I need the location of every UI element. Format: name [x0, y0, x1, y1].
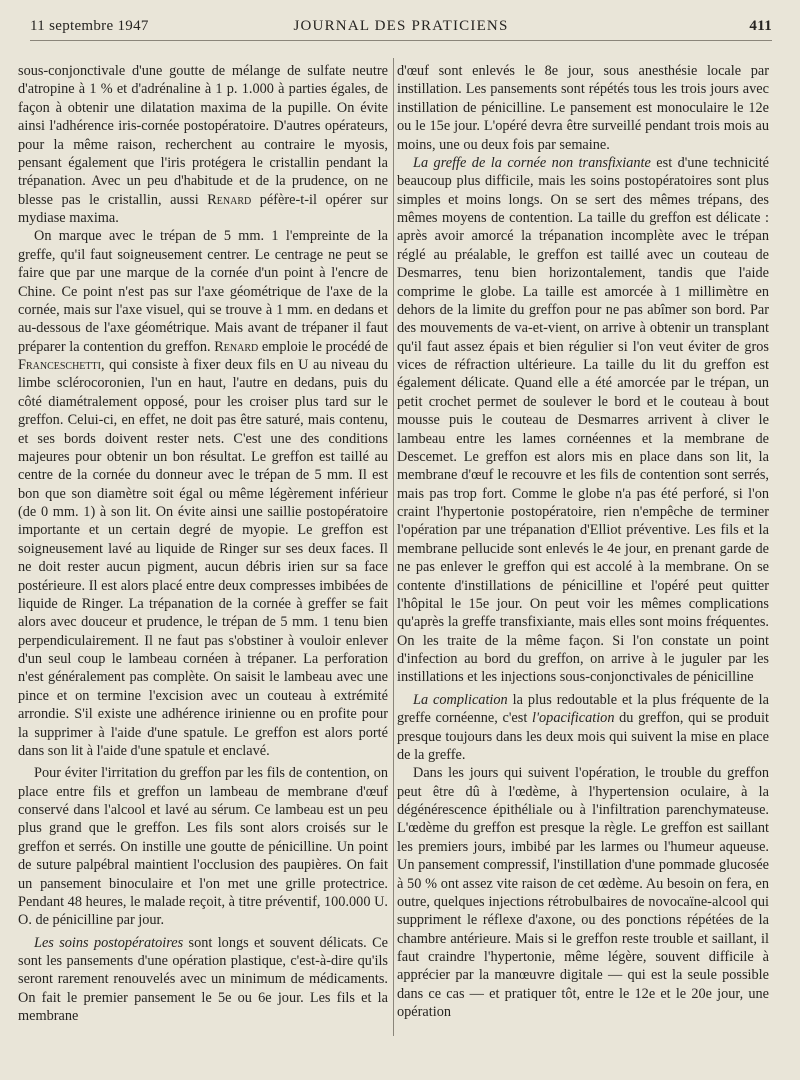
- paragraph-text: d'œuf sont enlevés le 8e jour, sous anesthésie locale par instillation. Les pansements sont répétés tous les trois jours avec instillation de pénicilline. Le pansement est monoculaire le 12e ou le 15e jour. L'opéré devra être surveillé pendant trois mois au moins, une ou deux fois par semaine.: [397, 63, 769, 153]
- right-column: [397, 62, 769, 1037]
- journal-title: JOURNAL DES PRATICIENS: [293, 18, 509, 34]
- paragraph-trepan: [18, 227, 388, 760]
- paragraph-atropine: [18, 62, 388, 227]
- left-column: [18, 62, 388, 1037]
- paragraph-text: emploie le procédé de: [261, 338, 388, 355]
- paragraph-text: sous-conjonctivale d'une goutte de mélange de sulfate neutre d'atropine à 1 % et d'adrénaline à 1 p. 1.000 à parties égales, de façon à obtenir une dilatation maxima de la pupille. On évite ainsi l'adhérence iris-cornée postopératoire. D'autres opérateurs, pour la même raison, recherchent au contraire le myosis, pensant également que l'iris protégera le cristallin pendant la trépanation. Avec un peu d'habitude et de la prudence, on ne blesse pas le cristallin, aussi: [18, 63, 388, 208]
- paragraph-oedeme: [397, 764, 769, 1021]
- paragraph-text: Pour éviter l'irritation du greffon par les fils de contention, on place entre fils et greffon un lambeau de membrane d'œuf conservé dans l'alcool et lavé au sérum. Ce lambeau est un peu plus grand que le greffon. Les fils sont alors croisés sur le greffon et serrés. On instille une goutte de pénicilline. Un point de suture palpébral maintient l'occlusion des paupières. On fait un pansement binoculaire et l'on met une grille protectrice. Pendant 48 heures, le malade reçoit, à titre préventif, 100.000 U. O. de pénicilline par jour.: [18, 765, 388, 929]
- paragraph-complication: [397, 691, 769, 765]
- page-number: 411: [749, 18, 772, 34]
- paragraph-text: péfère-t-il opérer sur mydiase maxima.: [18, 191, 388, 226]
- section-lead: La greffe de la cornée non transfixiante: [413, 154, 651, 171]
- running-header: [30, 14, 772, 41]
- author-name-renard: Renard: [214, 338, 259, 355]
- paragraph-non-transfixiante: [397, 154, 769, 687]
- section-lead: Les soins postopératoires: [34, 934, 184, 951]
- section-lead: La complication: [413, 691, 508, 708]
- paragraph-text: On marque avec le trépan de 5 mm. 1 l'empreinte de la greffe, qu'il faut soigneusement centrer. Le centrage ne peut se faire que par une marque de la cornée d'un point à l'encre de Chine. Ce point n'est pas sur l'axe géométrique de l'axe de la cornée, mais sur l'axe visuel, qui se trouve à 1 mm. en dedans et au-dessous de l'axe géométrique. Mais avant de trépaner il faut préparer la contention du greffon.: [18, 228, 388, 355]
- paragraph-text: sont longs et souvent délicats. Ce sont les pansements d'une opération plastique, c'est-à-dire qu'ils seront rarement renouvelés avec un minimum de médicaments. On fait le premier pansement le 5e ou 6e jour. Les fils et la membrane: [18, 934, 388, 1025]
- emphasis-term: l'opacification: [532, 710, 615, 727]
- paragraph-text: , qui consiste à fixer deux fils en U au niveau du limbe sclérocoronien, l'un en haut, l'autre en dedans, puis du côté diamétralement opposé, pour les croiser plus tard sur le greffon. Celui-ci, en effet, ne doit pas être saturé, mais contenu, et ses bords doivent rester nets. C'est une des conditions majeures pour obtenir un bon résultat. Le greffon est taillé au centre de la cornée du donneur avec le trépan de 5 mm. Il est bon que son diamètre soit égal ou même légèrement inférieur (de 0 mm. 1) à son lit. On évite ainsi une saillie postopératoire importante et un certain degré de myopie. Le greffon est soigneusement lavé au liquide de Ringer sur ses deux faces. Il ne doit rester aucun pigment, aucun débris irien sur sa face postérieure. Il est alors placé entre deux compresses imbibées de liquide de Ringer. La trépanation de la cornée à greffer se fait alors avec douceur et prudence, le trépan de 5 mm. 1 tenu bien perpendiculairement. Il ne faut pas s'obstiner à vouloir enlever d'un seul coup le lambeau cornéen à trépaner. La perforation n'est généralement pas complète. On saisit le lambeau avec une pince et on termine l'excision avec un couteau à extrémité arrondie. S'il existe une adhérence irinienne ou en profite pour la supprimer à l'aide d'une spatule. Le greffon est alors porté dans son lit à l'aide d'une spatule et enclavé.: [18, 357, 388, 759]
- author-name-franceschetti: Franceschetti: [18, 357, 101, 373]
- author-name-renard: Renard: [207, 191, 252, 208]
- paragraph-text: la plus redoutable et la plus fréquente de la greffe cornéenne, c'est: [397, 691, 769, 727]
- paragraph-text: du greffon, qui se produit presque toujours dans les deux mois qui suivent la mise en place de la greffe.: [397, 710, 769, 763]
- column-divider: [393, 58, 394, 1036]
- issue-date: 11 septembre 1947: [30, 18, 149, 34]
- paragraph-postop-care: [18, 934, 388, 1026]
- paragraph-continuation: [397, 62, 769, 154]
- paragraph-contention: [18, 764, 388, 929]
- paragraph-text: Dans les jours qui suivent l'opération, le trouble du greffon peut être dû à l'œdème, à l'hypertension oculaire, à la dégénérescence épithéliale ou à l'infiltration parenchymateuse. L'œdème du greffon est presque la règle. Le greffon est saillant les premiers jours, imbibé par les larmes ou l'humeur aqueuse. Un pansement compressif, l'instillation d'une pommade glucosée à 50 % ont assez vite raison de cet œdème. Au besoin on fera, en outre, quelques injections rétrobulbaires de novocaïne-alcool qui suppriment le réflexe d'axone, ou des ponctions répétées de la chambre antérieure. Mais si le greffon reste trouble et saillant, il faut craindre l'hypertonie, même légère, souvent difficile à apprécier par la manœuvre digitale — qui est la seule possible dans ce cas — et pratiquer tôt, entre le 12e et le 20e jour, une opération: [397, 765, 769, 1021]
- paragraph-text: est d'une technicité beaucoup plus difficile, mais les soins postopératoires sont plus simples et moins longs. On se sert des mêmes trépans, des mêmes moyens de contention. La taille du greffon est délicate : après avoir amorcé la trépanation incomplète avec le trépan réglé au préalable, le greffon est taillé avec un couteau de Desmarres, tenu bien horizontalement, tandis que l'aide comprime le globe. La taille est amorcée à 1 millimètre en dehors de la limite du greffon pour ne pas abîmer son bord. Par des mouvements de va-et-vient, on arrive à obtenir un transplant qu'il faut assez épais et bien régulier si l'on veut éviter de gros vices de réfraction ultérieure. La taille du lit du greffon est également délicate. Quand elle a été amorcée par le trépan, un petit crochet permet de soulever le bord et le couteau à bout mousse puis le couteau de Desmarres arrivent à cliver le lambeau entre les lames cornéennes et la membrane de Descemet. Le greffon est alors mis en place dans son lit, la membrane d'œuf le recouvre et les fils de contention sont serrés, mais pas trop fort. Comme le globe n'a pas été perforé, si l'on craint l'hypertonie postopératoire, rien n'empêche de terminer l'opération par une trépanation d'Elliot préventive. Les fils et la membrane pellucide sont enlevés le 4e jour, en prenant garde de ne pas enlever le greffon qui est accolé à la membrane. On se contente d'instillations de pénicilline et l'opéré peut quitter l'hôpital le 15e jour. On peut voir les mêmes complications qu'après la greffe transfixiante, mais elles sont moins fréquentes. On les traite de la même façon. Si l'on constate un point d'infection au bord du greffon, on arrive à le juguler par les instillations et les injections sous-conjonctivales de pénicilline: [397, 154, 769, 686]
